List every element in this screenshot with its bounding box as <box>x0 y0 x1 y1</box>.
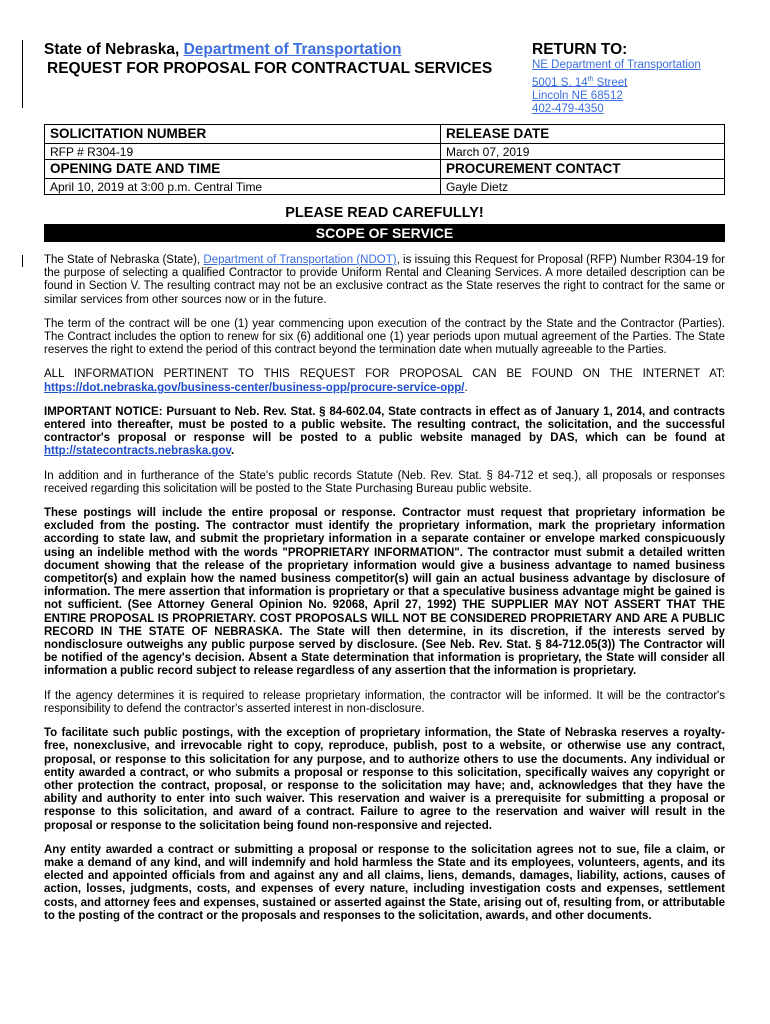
solicitation-info-table <box>44 124 725 195</box>
solicitation-number-label: SOLICITATION NUMBER <box>45 125 441 144</box>
street-suffix: th <box>587 75 594 83</box>
return-street-link[interactable] <box>532 73 732 90</box>
paragraph-proprietary: These postings will include the entire proposal or response. Contractor must request that proprietary information be excluded from the posting. The contractor must identify the proprietary information, mark the proprietary information according to state law, and submit the proprietary information in a separate container or envelope marked conspicuously using an indelible method with the words "PROPRIETARY INFORMATION". The contractor must submit a detailed written document showing that the release of the proprietary information would give a business advantage to named business competitor(s) and explain how the named business competitor(s) will gain an actual business advantage by disclosure of information. The mere assertion that information is proprietary or that a speculative business advantage might be gained is not sufficient. (See Attorney General Opinion No. 92068, April 27, 1992) THE SUPPLIER MAY NOT ASSERT THAT THE ENTIRE PROPOSAL IS PROPRIETARY. COST PROPOSALS WILL NOT BE CONSIDERED PROPRIETARY AND ARE A PUBLIC RECORD IN THE STATE OF NEBRASKA. The State will then determine, in its discretion, if the interests served by nondisclosure outweighs any public purpose served by disclosure. (See Neb. Rev. Stat. § 84-712.05(3)) The Contractor will be notified of the agency's decision. Absent a State determination that information is proprietary, the State will consider all information a public record subject to release regardless of any assertion that the information is proprietary. <box>44 507 725 678</box>
paragraph-public-records: In addition and in furtherance of the State's public records Statute (Neb. Rev. Stat. § 84-712 et seq.), all proposals or responses received regarding this solicitation will be posted to the State Purchasing Bureau public website. <box>44 469 725 495</box>
street-name: Street <box>593 76 628 89</box>
release-date-value: March 07, 2019 <box>441 144 725 160</box>
opening-date-label: OPENING DATE AND TIME <box>45 160 441 179</box>
return-city-link[interactable]: Lincoln NE 68512 <box>532 89 623 102</box>
ndot-link[interactable]: Department of Transportation (NDOT) <box>203 254 397 266</box>
paragraph-indemnify: Any entity awarded a contract or submitting a proposal or response to the solicitation agrees not to sue, file a claim, or make a demand of any kind, and will indemnify and hold harmless the State and its employees, volunteers, agents, and its elected and appointed officials from and against any and all claims, liens, demands, damages, liability, actions, causes of action, losses, judgments, costs, and expenses of every nature, including investigation costs and expenses, settlement costs, and attorney fees and expenses, sustained or asserted against the State, arising out of, resulting from, or attributable to the posting of the contract or the proposals and responses to the solicitation, awards, and other documents. <box>44 843 725 922</box>
paragraph-release: If the agency determines it is required to release proprietary information, the contractor will be informed. It will be the contractor's responsibility to defend the contractor's asserted interest in non-disclosure. <box>44 689 725 715</box>
release-date-label: RELEASE DATE <box>441 125 725 144</box>
paragraph-intro <box>44 254 725 307</box>
department-link[interactable]: Department of Transportation <box>183 41 402 58</box>
paragraph-internet <box>44 368 725 394</box>
document-body <box>44 254 725 934</box>
return-to-title: RETURN TO: <box>532 41 628 58</box>
state-name: State of Nebraska, <box>44 41 184 58</box>
procurement-url-link[interactable]: https://dot.nebraska.gov/business-center/business-opp/procure-service-opp/ <box>44 381 465 394</box>
notice-text: IMPORTANT NOTICE: Pursuant to Neb. Rev. Stat. § 84-602.04, State contracts in effect as of January 1, 2014, and contracts entered into thereafter, must be posted to a public website. The resulting contract, the solicitation, and the successful contractor's proposal or response will be posted to a public website managed by DAS, which can be found at <box>44 405 725 445</box>
return-phone-link[interactable]: 402-479-4350 <box>532 103 604 116</box>
return-org-link[interactable]: NE Department of Transportation <box>532 59 701 71</box>
street-number: 5001 S. 14 <box>532 76 588 89</box>
internet-text-end: . <box>464 381 468 394</box>
opening-date-value: April 10, 2019 at 3:00 p.m. Central Time <box>45 179 441 195</box>
rfp-title: REQUEST FOR PROPOSAL FOR CONTRACTUAL SERVICES <box>47 60 493 77</box>
please-read-heading: PLEASE READ CAREFULLY! <box>285 205 484 221</box>
paragraph-royalty-free: To facilitate such public postings, with the exception of proprietary information, the State of Nebraska reserves a royalty-free, nonexclusive, and irrevocable right to copy, reproduce, publish, post to a website, or otherwise use any contract, proposal, or response to this solicitation for any purpose, and to authorize others to use the documents. Any individual or entity awarded a contract, or who submits a proposal or response to this solicitation, specifically waives any copyright or other protection the contract, proposal, or response to the solicitation may have; and, acknowledges that they have the ability and authority to enter into such waiver. This reservation and waiver is a prerequisite for submitting a proposal or response to this solicitation, and award of a contract. Failure to agree to the reservation and waiver will result in the proposal or response to the solicitation being found non-responsive and rejected. <box>44 727 725 832</box>
notice-text-end: . <box>231 445 235 458</box>
procurement-contact-label: PROCUREMENT CONTACT <box>441 160 725 179</box>
internet-text: ALL INFORMATION PERTINENT TO THIS REQUEST FOR PROPOSAL CAN BE FOUND ON THE INTERNET AT: <box>44 368 725 381</box>
return-to-block <box>532 40 732 117</box>
solicitation-number-value: RFP # R304-19 <box>45 144 441 160</box>
paragraph-term: The term of the contract will be one (1) year commencing upon execution of the contract by the State and the Contractor (Parties). The Contract includes the option to renew for six (6) additional one (1) year periods upon mutual agreement of the Parties. The State reserves the right to extend the period of this contract beyond the termination date when mutually agreeable to the Parties. <box>44 317 725 357</box>
procurement-contact-value: Gayle Dietz <box>441 179 725 195</box>
header-title <box>44 40 504 59</box>
statecontracts-link[interactable]: http://statecontracts.nebraska.gov <box>44 445 232 458</box>
scope-of-service-heading: SCOPE OF SERVICE <box>44 224 725 242</box>
intro-text: The State of Nebraska (State), <box>44 254 204 266</box>
revision-bar <box>22 255 23 267</box>
intro-text-cont: , is issuing this Request for Proposal (RFP) Number R304-19 for the purpose of selecting a qualified Contractor to provide Uniform Rental and Cleaning Services. A more detailed description can be found in Section V. The resulting contract may not be an exclusive contract as the State reserves the right to contract for the same or similar services from other sources now or in the future. <box>44 254 725 306</box>
revision-bar <box>22 40 23 108</box>
document-header <box>44 40 504 78</box>
paragraph-important-notice <box>44 406 725 459</box>
